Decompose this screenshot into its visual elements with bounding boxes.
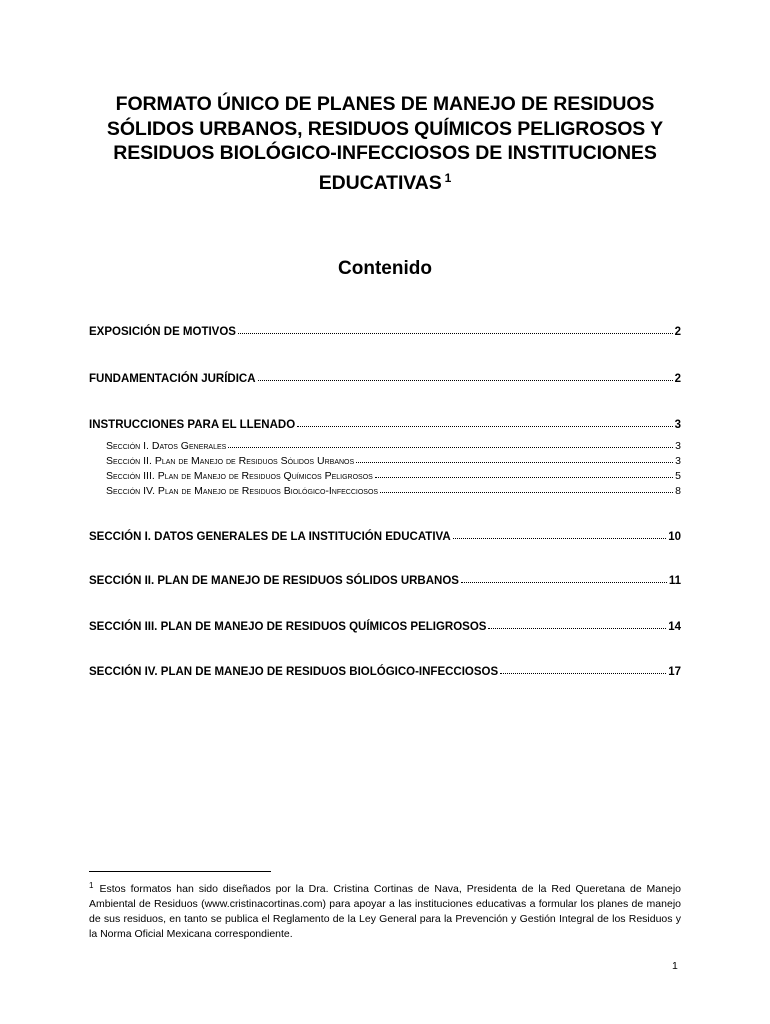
toc-entry-label: FUNDAMENTACIÓN JURÍDICA [89, 373, 256, 385]
toc-entry-seccion-iii[interactable] [89, 620, 681, 635]
toc-entry-label: Sección IV. Plan de Manejo de Residuos Biológico-Infecciosos [106, 485, 379, 497]
footnote-separator [89, 871, 271, 872]
toc-dot-leader [453, 529, 667, 539]
toc-entry-page: 14 [668, 621, 681, 633]
toc-entry-label: Sección III. Plan de Manejo de Residuos Químicos Peligrosos [106, 470, 373, 482]
toc-dot-leader [356, 454, 673, 463]
toc-entry-seccion-i[interactable] [89, 530, 681, 545]
toc-entry-label: SECCIÓN II. PLAN DE MANEJO DE RESIDUOS SÓLIDOS URBANOS [89, 575, 459, 587]
toc-dot-leader [228, 439, 673, 448]
contents-heading: Contenido [338, 258, 432, 279]
footnote-text: Estos formatos han sido diseñados por la Dra. Cristina Cortinas de Nava, Presidenta de la Red Queretana de Manejo Ambiental de Residuos (www.cristinacortinas.com) para apoyar a las instituciones educativas a formular los planes de manejo de sus residuos, en tanto se publica el Reglamento de la Ley General para la Prevención y Gestión Integral de los Residuos y la Norma Oficial Mexicana correspondiente. [89, 883, 681, 940]
toc-entry-page: 2 [674, 373, 681, 385]
toc-dot-leader [238, 324, 673, 334]
title-line-1: FORMATO ÚNICO DE PLANES DE MANEJO DE RESIDUOS [115, 93, 655, 115]
toc-entry-label: Sección I. Datos Generales [106, 440, 227, 452]
page-number: 1 [672, 960, 678, 972]
title-line-2: SÓLIDOS URBANOS, RESIDUOS QUÍMICOS PELIGROSOS Y [106, 117, 664, 140]
title-line-3: RESIDUOS BIOLÓGICO-INFECCIOSOS DE INSTITUCIONES [113, 142, 657, 164]
toc-dot-leader [297, 417, 672, 427]
title-footnote-mark: 1 [444, 170, 452, 185]
toc-dot-leader [380, 484, 673, 493]
toc-entry-seccion-ii[interactable] [89, 574, 681, 589]
toc-entry-page: 2 [674, 326, 681, 338]
toc-entry-label: EXPOSICIÓN DE MOTIVOS [89, 326, 236, 338]
toc-entry-fundamentacion[interactable] [89, 372, 681, 387]
toc-subentry-seccion-2[interactable] [106, 455, 681, 468]
toc-entry-label: SECCIÓN I. DATOS GENERALES DE LA INSTITUCIÓN EDUCATIVA [89, 531, 451, 543]
toc-subentry-seccion-4[interactable] [106, 485, 681, 498]
toc-entry-seccion-iv[interactable] [89, 665, 681, 680]
toc-entry-exposicion[interactable] [89, 325, 681, 340]
toc-entry-instrucciones[interactable] [89, 418, 681, 433]
toc-entry-page: 3 [674, 419, 681, 431]
footnote-mark: 1 [89, 881, 94, 890]
toc-entry-page: 3 [675, 440, 681, 452]
toc-subentry-seccion-3[interactable] [106, 470, 681, 483]
title-line-4 [84, 166, 686, 196]
document-title [84, 92, 686, 195]
toc-entry-page: 8 [675, 485, 681, 497]
toc-dot-leader [375, 469, 673, 478]
toc-entry-page: 17 [668, 666, 681, 678]
toc-dot-leader [258, 371, 673, 381]
toc-dot-leader [488, 619, 666, 629]
toc-subentry-seccion-1[interactable] [106, 440, 681, 453]
footnote [89, 878, 681, 942]
toc-entry-label: INSTRUCCIONES PARA EL LLENADO [89, 419, 296, 431]
toc-entry-page: 3 [675, 455, 681, 467]
title-line-4-text: EDUCATIVAS [318, 171, 442, 194]
toc-entry-label: Sección II. Plan de Manejo de Residuos Sólidos Urbanos [106, 455, 355, 467]
toc-entry-label: SECCIÓN IV. PLAN DE MANEJO DE RESIDUOS BIOLÓGICO-INFECCIOSOS [89, 666, 499, 678]
toc-dot-leader [500, 664, 666, 674]
toc-entry-page: 5 [675, 470, 681, 482]
toc-entry-label: SECCIÓN III. PLAN DE MANEJO DE RESIDUOS QUÍMICOS PELIGROSOS [89, 621, 487, 633]
toc-entry-page: 11 [668, 575, 681, 587]
toc-entry-page: 10 [668, 531, 681, 543]
toc-dot-leader [461, 573, 667, 583]
